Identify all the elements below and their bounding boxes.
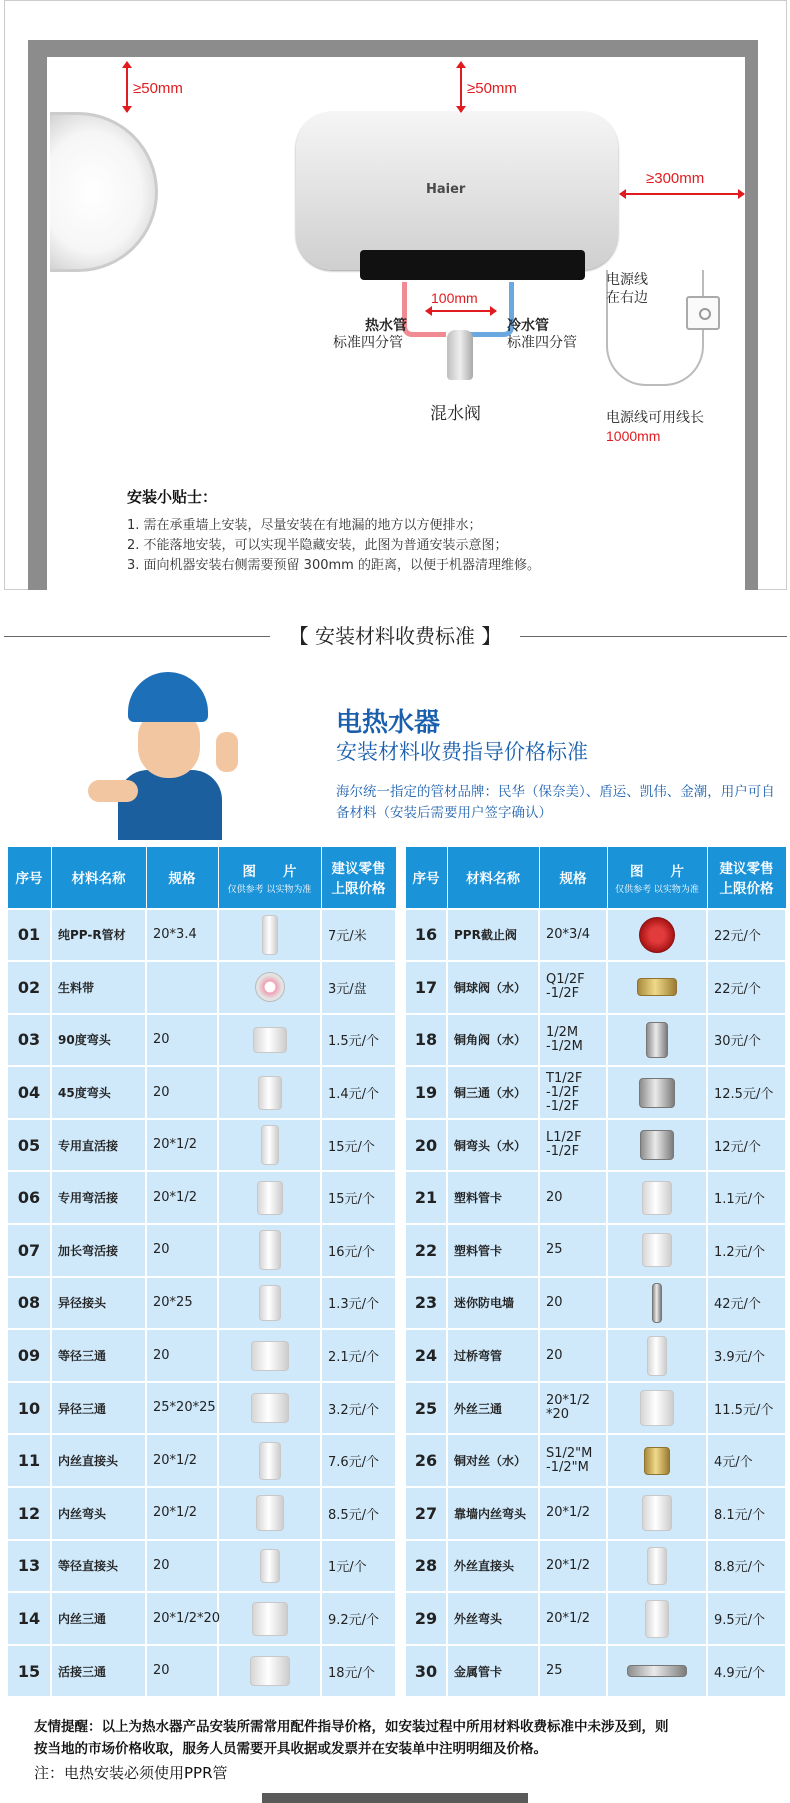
female-elbow-icon	[256, 1495, 284, 1531]
hot-pipe-title: 热水管	[365, 318, 407, 334]
footer-tip-2: 按当地的市场价格收取，服务人员需要开具收据或发票并在安装单中注明明细及价格。	[34, 1741, 547, 1757]
item-price: 1.4元/个	[321, 1066, 396, 1119]
table-row	[405, 1224, 786, 1277]
item-name: 铜弯头（水）	[447, 1119, 539, 1172]
table-row	[405, 1645, 786, 1698]
header-pic	[218, 847, 321, 909]
item-number: 05	[7, 1119, 51, 1172]
table-row	[7, 1329, 396, 1382]
item-name: 内丝弯头	[51, 1487, 146, 1540]
table-row	[405, 1487, 786, 1540]
item-number: 04	[7, 1066, 51, 1119]
item-picture	[607, 1171, 707, 1224]
item-picture	[218, 1224, 321, 1277]
item-name: PPR截止阀	[447, 909, 539, 962]
item-price: 12.5元/个	[707, 1066, 786, 1119]
item-spec: 20	[146, 1014, 218, 1067]
item-number: 15	[7, 1645, 51, 1698]
item-name: 专用弯活接	[51, 1171, 146, 1224]
table-row	[7, 1540, 396, 1593]
item-name: 铜角阀（水）	[447, 1014, 539, 1067]
item-name: 铜对丝（水）	[447, 1434, 539, 1487]
item-spec: 20*1/2	[539, 1540, 607, 1593]
reducer-icon	[259, 1285, 281, 1321]
item-number: 06	[7, 1171, 51, 1224]
worker-overalls	[118, 770, 222, 840]
item-name: 内丝直接头	[51, 1434, 146, 1487]
item-number: 24	[405, 1329, 447, 1382]
price-table-left	[6, 846, 397, 1698]
table-row	[405, 961, 786, 1014]
item-spec: 20*1/2	[146, 1434, 218, 1487]
ball-valve-icon	[637, 978, 677, 996]
item-spec: 25*20*25	[146, 1382, 218, 1435]
table-row	[7, 1224, 396, 1277]
item-name: 专用直活接	[51, 1119, 146, 1172]
item-price: 12元/个	[707, 1119, 786, 1172]
item-name: 外丝直接头	[447, 1540, 539, 1593]
item-number: 20	[405, 1119, 447, 1172]
item-price: 4元/个	[707, 1434, 786, 1487]
brand-note: 海尔统一指定的管材品牌：民华（保奈美）、盾运、凯伟、金潮，用户可自备材料（安装后需要用户签字确认）	[336, 784, 775, 821]
table-row	[7, 1434, 396, 1487]
heater-control-panel	[360, 250, 585, 280]
header-pic-label: 图 片	[630, 863, 684, 880]
item-spec: 1/2M -1/2M	[539, 1014, 607, 1067]
item-price: 8.1元/个	[707, 1487, 786, 1540]
item-picture	[218, 1487, 321, 1540]
male-coupling-icon	[647, 1547, 667, 1585]
item-price: 16元/个	[321, 1224, 396, 1277]
tip-line-1: 1. 需在承重墙上安装，尽量安装在有地漏的地方以方便排水；	[127, 518, 482, 533]
item-price: 30元/个	[707, 1014, 786, 1067]
table-row	[405, 1066, 786, 1119]
cord-side-label-1: 电源线	[606, 272, 648, 288]
item-picture	[607, 1329, 707, 1382]
header-price	[321, 847, 396, 909]
item-name: 45度弯头	[51, 1066, 146, 1119]
angle-valve-icon	[646, 1022, 668, 1058]
item-price: 4.9元/个	[707, 1645, 786, 1698]
tee-icon	[251, 1341, 289, 1371]
cold-pipe-title: 冷水管	[507, 318, 549, 334]
item-price: 1.2元/个	[707, 1224, 786, 1277]
item-picture	[607, 961, 707, 1014]
tips-title: 安装小贴士：	[127, 488, 218, 506]
header-price	[707, 847, 786, 909]
item-price: 8.8元/个	[707, 1540, 786, 1593]
male-elbow-icon	[645, 1600, 669, 1638]
table-header-row	[7, 847, 396, 909]
female-tee-icon	[252, 1602, 288, 1636]
item-name: 生料带	[51, 961, 146, 1014]
union-tee-icon	[250, 1656, 290, 1686]
footer-tip-1: 友情提醒：以上为热水器产品安装所需常用配件指导价格，如安装过程中所用材料收费标准中未涉及到，则	[34, 1719, 669, 1735]
brass-nipple-icon	[644, 1447, 670, 1475]
tip-line-3: 3. 面向机器安装右侧需要预留 300mm 的距离，以便于机器清理维修。	[127, 558, 540, 573]
item-price: 1.5元/个	[321, 1014, 396, 1067]
table-row	[7, 1171, 396, 1224]
elbow-union-icon	[257, 1181, 283, 1215]
item-spec: 20	[146, 1540, 218, 1593]
table-row	[405, 1014, 786, 1067]
table-row	[7, 1592, 396, 1645]
item-number: 27	[405, 1487, 447, 1540]
item-picture	[607, 1434, 707, 1487]
item-price: 22元/个	[707, 961, 786, 1014]
clearance-top-label: ≥50mm	[467, 80, 517, 97]
item-picture	[607, 1014, 707, 1067]
copper-tee-icon	[639, 1078, 675, 1108]
item-number: 01	[7, 909, 51, 962]
table-row	[7, 961, 396, 1014]
item-price: 1.3元/个	[321, 1277, 396, 1330]
water-heater-image	[296, 112, 618, 270]
item-number: 25	[405, 1382, 447, 1435]
item-spec: 25	[539, 1224, 607, 1277]
item-spec: 20*25	[146, 1277, 218, 1330]
item-name: 铜三通（水）	[447, 1066, 539, 1119]
item-spec: 20*3/4	[539, 909, 607, 962]
item-picture	[218, 1382, 321, 1435]
header-name: 材料名称	[447, 847, 539, 909]
item-picture	[607, 1119, 707, 1172]
item-picture	[607, 909, 707, 962]
item-price: 3.9元/个	[707, 1329, 786, 1382]
header-spec: 规格	[539, 847, 607, 909]
item-number: 28	[405, 1540, 447, 1593]
worker-hand	[216, 732, 238, 772]
item-name: 加长弯活接	[51, 1224, 146, 1277]
copper-elbow-icon	[640, 1130, 674, 1160]
item-number: 07	[7, 1224, 51, 1277]
elbow-45-icon	[258, 1076, 282, 1110]
bridge-bend-icon	[647, 1336, 667, 1376]
item-number: 17	[405, 961, 447, 1014]
mixing-valve-label: 混水阀	[430, 404, 481, 424]
table-row	[405, 1329, 786, 1382]
header-no: 序号	[405, 847, 447, 909]
table-row	[405, 1277, 786, 1330]
item-spec: 20	[146, 1329, 218, 1382]
metal-clamp-icon	[627, 1665, 687, 1677]
item-price: 1.1元/个	[707, 1171, 786, 1224]
pipe-icon	[262, 915, 278, 955]
item-price: 9.2元/个	[321, 1592, 396, 1645]
item-number: 30	[405, 1645, 447, 1698]
item-picture	[218, 909, 321, 962]
item-spec: Q1/2F -1/2F	[539, 961, 607, 1014]
wall-elbow-icon	[642, 1495, 672, 1531]
cord-length-value: 1000mm	[606, 428, 661, 444]
table-row	[7, 1277, 396, 1330]
item-number: 10	[7, 1382, 51, 1435]
item-number: 23	[405, 1277, 447, 1330]
mixing-valve-image	[447, 330, 473, 380]
item-number: 18	[405, 1014, 447, 1067]
coupling-icon	[260, 1549, 280, 1583]
section-title: 【 安装材料收费标准 】	[270, 618, 520, 654]
item-name: 铜球阀（水）	[447, 961, 539, 1014]
item-spec: 20*3.4	[146, 909, 218, 962]
item-picture	[218, 961, 321, 1014]
item-spec: 20*1/2	[539, 1487, 607, 1540]
item-spec: 20*1/2	[539, 1592, 607, 1645]
item-price: 11.5元/个	[707, 1382, 786, 1435]
tip-line-2: 2. 不能落地安装，可以实现半隐藏安装，此图为普通安装示意图；	[127, 538, 508, 553]
pipe-clip-icon	[642, 1181, 672, 1215]
item-price: 9.5元/个	[707, 1592, 786, 1645]
clearance-right-arrow	[620, 193, 744, 195]
item-number: 19	[405, 1066, 447, 1119]
item-name: 过桥弯管	[447, 1329, 539, 1382]
item-number: 13	[7, 1540, 51, 1593]
item-spec: 20*1/2 *20	[539, 1382, 607, 1435]
item-picture	[218, 1434, 321, 1487]
item-name: 外丝三通	[447, 1382, 539, 1435]
hard-hat-icon	[128, 672, 208, 722]
item-name: 靠墙内丝弯头	[447, 1487, 539, 1540]
clearance-left-arrow	[126, 62, 128, 112]
item-number: 11	[7, 1434, 51, 1487]
item-number: 21	[405, 1171, 447, 1224]
item-picture	[607, 1066, 707, 1119]
worker-hand-open	[88, 780, 138, 802]
item-name: 金属管卡	[447, 1645, 539, 1698]
item-spec: T1/2F -1/2F -1/2F	[539, 1066, 607, 1119]
item-picture	[218, 1540, 321, 1593]
item-picture	[607, 1382, 707, 1435]
item-picture	[218, 1014, 321, 1067]
item-price: 3元/盘	[321, 961, 396, 1014]
item-name: 异径接头	[51, 1277, 146, 1330]
item-spec: 20	[539, 1171, 607, 1224]
female-coupling-icon	[259, 1442, 281, 1480]
item-price: 22元/个	[707, 909, 786, 962]
item-number: 22	[405, 1224, 447, 1277]
table-row	[7, 1487, 396, 1540]
straight-union-icon	[261, 1125, 279, 1165]
item-picture	[218, 1592, 321, 1645]
item-name: 内丝三通	[51, 1592, 146, 1645]
item-name: 纯PP-R管材	[51, 909, 146, 962]
elbow-90-icon	[253, 1027, 287, 1053]
item-spec: 20*1/2	[146, 1487, 218, 1540]
long-elbow-union-icon	[259, 1230, 281, 1270]
item-spec: 20	[539, 1329, 607, 1382]
item-number: 29	[405, 1592, 447, 1645]
item-price: 7元/米	[321, 909, 396, 962]
header-pic-sub: 仅供参考 以实物为准	[227, 884, 312, 895]
table-row	[405, 1434, 786, 1487]
item-picture	[218, 1119, 321, 1172]
item-name: 迷你防电墙	[447, 1277, 539, 1330]
table-row	[7, 909, 396, 962]
item-name: 异径三通	[51, 1382, 146, 1435]
stop-valve-icon	[639, 917, 675, 953]
item-price: 42元/个	[707, 1277, 786, 1330]
item-spec: 20*1/2	[146, 1171, 218, 1224]
item-picture	[607, 1224, 707, 1277]
item-picture	[607, 1277, 707, 1330]
table-row	[405, 1382, 786, 1435]
clearance-right-label: ≥300mm	[646, 170, 705, 187]
male-tee-icon	[640, 1390, 674, 1426]
table-row	[7, 1382, 396, 1435]
header-price-1: 建议零售	[331, 861, 386, 878]
reducing-tee-icon	[251, 1393, 289, 1423]
item-picture	[218, 1066, 321, 1119]
cold-pipe-sub: 标准四分管	[507, 335, 577, 351]
pipe-clip-icon	[642, 1233, 672, 1267]
headline-subtitle: 安装材料收费指导价格标准	[336, 740, 588, 764]
price-table-right	[404, 846, 787, 1698]
item-price: 15元/个	[321, 1119, 396, 1172]
item-spec: 20*1/2*20	[146, 1592, 218, 1645]
headline-title: 电热水器	[336, 708, 441, 738]
item-price: 3.2元/个	[321, 1382, 396, 1435]
item-name: 等径直接头	[51, 1540, 146, 1593]
bottom-tab-bar	[262, 1793, 528, 1803]
worker-mascot-image	[88, 672, 258, 840]
item-number: 08	[7, 1277, 51, 1330]
power-socket-icon	[686, 296, 720, 330]
header-price-2: 上限价格	[719, 881, 774, 898]
item-picture	[218, 1171, 321, 1224]
item-spec: 20	[539, 1277, 607, 1330]
header-spec: 规格	[146, 847, 218, 909]
item-name: 活接三通	[51, 1645, 146, 1698]
table-row	[405, 1540, 786, 1593]
item-number: 26	[405, 1434, 447, 1487]
tape-icon	[255, 972, 285, 1002]
table-row	[7, 1119, 396, 1172]
header-price-1: 建议零售	[719, 861, 774, 878]
footer-note: 注：电热安装必须使用PPR管	[34, 1764, 228, 1782]
item-name: 塑料管卡	[447, 1171, 539, 1224]
item-price: 18元/个	[321, 1645, 396, 1698]
item-spec: 20	[146, 1066, 218, 1119]
cord-length-label: 电源线可用线长	[606, 410, 704, 426]
item-spec	[146, 961, 218, 1014]
item-price: 7.6元/个	[321, 1434, 396, 1487]
item-spec: 20*1/2	[146, 1119, 218, 1172]
item-price: 8.5元/个	[321, 1487, 396, 1540]
item-number: 14	[7, 1592, 51, 1645]
item-number: 02	[7, 961, 51, 1014]
item-spec: 25	[539, 1645, 607, 1698]
heater-brand-logo: Haier	[426, 182, 466, 197]
item-picture	[218, 1329, 321, 1382]
pipe-gap-label: 100mm	[431, 290, 478, 306]
hot-pipe-sub: 标准四分管	[333, 335, 403, 351]
item-picture	[607, 1592, 707, 1645]
item-number: 03	[7, 1014, 51, 1067]
item-spec: 20	[146, 1224, 218, 1277]
item-picture	[218, 1645, 321, 1698]
table-row	[7, 1066, 396, 1119]
clearance-top-arrow	[460, 62, 462, 112]
header-no: 序号	[7, 847, 51, 909]
hot-pipe-label	[365, 318, 407, 335]
item-name: 塑料管卡	[447, 1224, 539, 1277]
item-name: 90度弯头	[51, 1014, 146, 1067]
table-header-row	[405, 847, 786, 909]
pipe-gap-arrow	[426, 310, 496, 312]
item-price: 2.1元/个	[321, 1329, 396, 1382]
table-row	[405, 1171, 786, 1224]
table-row	[405, 1119, 786, 1172]
header-name: 材料名称	[51, 847, 146, 909]
header-pic-sub: 仅供参考 以实物为准	[615, 884, 699, 895]
header-price-2: 上限价格	[331, 881, 386, 898]
header-pic-label: 图 片	[242, 863, 297, 880]
item-price: 1元/个	[321, 1540, 396, 1593]
item-spec: S1/2"M -1/2"M	[539, 1434, 607, 1487]
item-spec: 20	[146, 1645, 218, 1698]
cord-side-label-2: 在右边	[606, 290, 648, 306]
clearance-left-label: ≥50mm	[133, 80, 183, 97]
item-picture	[607, 1540, 707, 1593]
item-picture	[607, 1645, 707, 1698]
table-row	[7, 1645, 396, 1698]
item-number: 16	[405, 909, 447, 962]
item-picture	[607, 1487, 707, 1540]
table-row	[405, 909, 786, 962]
item-number: 12	[7, 1487, 51, 1540]
anti-shock-wall-icon	[652, 1283, 662, 1323]
item-spec: L1/2F -1/2F	[539, 1119, 607, 1172]
item-name: 外丝弯头	[447, 1592, 539, 1645]
item-picture	[218, 1277, 321, 1330]
item-name: 等径三通	[51, 1329, 146, 1382]
table-row	[7, 1014, 396, 1067]
item-price: 15元/个	[321, 1171, 396, 1224]
item-number: 09	[7, 1329, 51, 1382]
table-row	[405, 1592, 786, 1645]
header-pic	[607, 847, 707, 909]
